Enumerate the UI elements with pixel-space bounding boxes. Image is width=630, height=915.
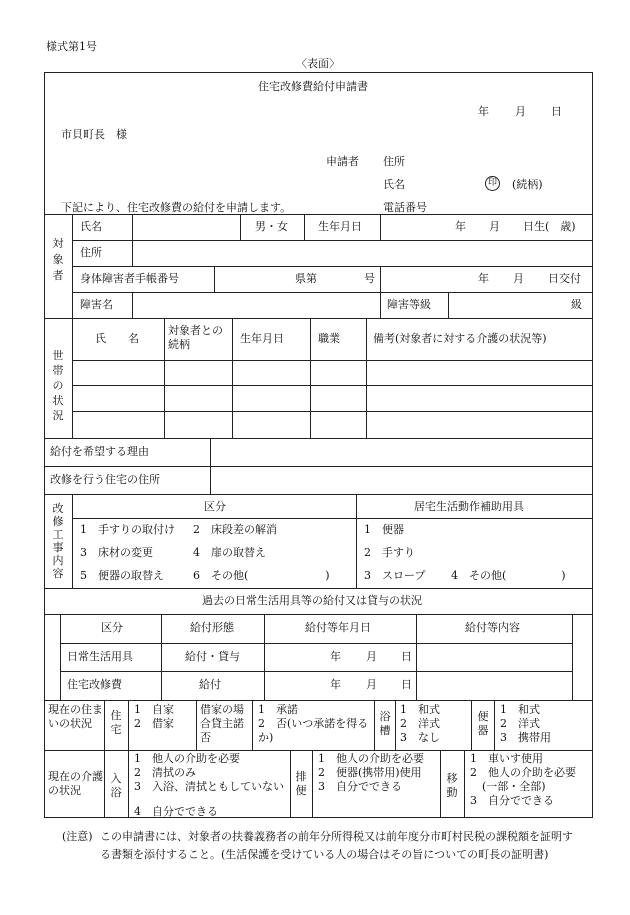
past-row2-day: 日 [401, 678, 412, 691]
subject-address-label: 住所 [80, 246, 102, 259]
work-col-category: 区分 [204, 500, 226, 513]
number-label: 号 [364, 272, 375, 285]
subject-name-label: 氏名 [80, 220, 102, 233]
past-col-category: 区分 [101, 621, 123, 634]
work-item-2: 2 床段差の解消 [193, 523, 277, 536]
applicant-name-label: 氏名 [383, 178, 405, 191]
note-text: この申請書には、対象者の扶養義務者の前年分所得税又は前年度分市町村民税の課税額を証明する書類を添付すること。(生活保護を受けている人の場合はその旨についての町長の証明書) [100, 830, 573, 861]
issue-day: 日交付 [548, 272, 581, 285]
col-remarks: 備考(対象者に対する介護の状況等) [373, 332, 547, 345]
excretion-option-1: 1 他人の介助を必要 [318, 752, 424, 765]
past-row1-form: 給付・貸与 [185, 650, 240, 663]
aid-item-4: 4 その他( ) [451, 569, 566, 582]
toilet-option-3: 3 携帯用 [500, 731, 551, 744]
excretion-option-2: 2 便器(携帯用)使用 [318, 766, 422, 779]
house-option-1: 1 自家 [134, 703, 174, 716]
consent-option-2: 2 否(いつ承諾を得るか) [258, 717, 369, 744]
note-label: (注意) [62, 830, 93, 843]
date-day: 日 [551, 105, 562, 118]
past-row2-year: 年 [330, 678, 341, 691]
mobility-label: 移動 [446, 772, 458, 799]
work-side-label: 改修工事内容 [52, 502, 64, 580]
bathtub-label: 浴槽 [379, 710, 391, 737]
form-number: 様式第1号 [46, 40, 97, 53]
mobility-option-2: 2 他人の介助を必要 [470, 766, 576, 779]
landlord-consent-label: 借家の場合貸主諾否 [200, 703, 244, 744]
form-title: 住宅改修費給付申請書 [258, 80, 368, 93]
consent-option-1: 1 承諾 [258, 703, 298, 716]
past-row2-form: 給付 [199, 678, 221, 691]
house-address-label: 改修を行う住宅の住所 [50, 473, 160, 486]
dob-month: 月 [489, 220, 500, 233]
toilet-label: 便器 [477, 710, 489, 737]
certificate-label: 身体障害者手帳番号 [80, 272, 179, 285]
applicant-address-label: 住所 [383, 155, 405, 168]
issue-month: 月 [513, 272, 524, 285]
bathtub-option-2: 2 洋式 [400, 717, 440, 730]
work-item-5: 5 便器の取替え [80, 569, 164, 582]
col-relation: 対象者との続柄 [168, 324, 223, 351]
disability-grade-label: 障害等級 [387, 298, 431, 311]
household-side-label: 世帯の状況 [52, 349, 64, 422]
work-item-1: 1 手すりの取付け [80, 523, 175, 536]
grade-unit: 級 [571, 298, 582, 311]
work-item-6: 6 その他( ) [193, 569, 330, 582]
mobility-option-1: 1 車いす使用 [470, 752, 543, 765]
excretion-option-3: 3 自分でできる [318, 780, 402, 793]
col-occupation: 職業 [318, 332, 340, 345]
past-col-form: 給付形態 [190, 621, 234, 634]
phone-label: 電話番号 [383, 201, 427, 214]
past-title: 過去の日常生活用具等の給付又は貸与の状況 [202, 594, 422, 607]
house-type-label: 住宅 [110, 709, 122, 736]
applicant-label: 申請者 [326, 155, 359, 168]
prefecture-label: 県第 [295, 272, 317, 285]
past-row1-category: 日常生活用具 [67, 650, 133, 663]
past-row2-category: 住宅改修費 [67, 678, 122, 691]
care-bath-option-4: 4 自分でできる [134, 805, 218, 818]
care-bath-option-1: 1 他人の介助を必要 [134, 752, 240, 765]
col-dob: 生年月日 [240, 332, 284, 345]
aid-item-2: 2 手すり [364, 546, 415, 559]
care-bath-label: 入浴 [110, 772, 122, 799]
work-item-4: 4 扉の取替え [193, 546, 266, 559]
past-row1-year: 年 [330, 650, 341, 663]
gender-label: 男・女 [255, 220, 288, 233]
addressee: 市貝町長 様 [61, 128, 127, 141]
past-row1-month: 月 [366, 650, 377, 663]
bathtub-option-3: 3 なし [400, 731, 440, 744]
mobility-option-2-detail: (一部・全部) [482, 780, 546, 793]
disability-name-label: 障害名 [80, 298, 113, 311]
subject-side-label: 対象者 [52, 237, 64, 282]
excretion-label: 排便 [295, 770, 307, 797]
past-col-content: 給付等内容 [465, 621, 520, 634]
mobility-option-3: 3 自分でできる [470, 794, 554, 807]
col-household-name: 氏 名 [95, 332, 139, 345]
relation-label: (続柄) [512, 178, 543, 191]
intro-text: 下記により、住宅改修費の給付を申請します。 [61, 201, 292, 214]
care-bath-option-2: 2 清拭のみ [134, 766, 196, 779]
dob-year: 年 [455, 220, 466, 233]
issue-year: 年 [478, 272, 489, 285]
dob-label: 生年月日 [318, 220, 362, 233]
date-month: 月 [515, 105, 526, 118]
toilet-option-2: 2 洋式 [500, 717, 540, 730]
care-bath-option-3: 3 入浴、清拭ともしていない [134, 780, 284, 793]
dob-day-age: 日生( 歳) [523, 220, 576, 233]
aid-item-1: 1 便器 [364, 523, 404, 536]
past-row2-month: 月 [366, 678, 377, 691]
date-year: 年 [478, 105, 489, 118]
aid-item-3: 3 スロープ [364, 569, 426, 582]
seal-mark [485, 175, 500, 191]
reason-label: 給付を希望する理由 [50, 445, 149, 458]
work-item-3: 3 床材の変更 [80, 546, 153, 559]
work-col-aids: 居宅生活動作補助用具 [414, 500, 524, 513]
bathtub-option-1: 1 和式 [400, 703, 440, 716]
past-row1-day: 日 [401, 650, 412, 663]
house-option-2: 2 借家 [134, 717, 174, 730]
care-label: 現在の介護の状況 [48, 770, 103, 797]
past-col-date: 給付等年月日 [305, 621, 371, 634]
side-label: 〈表面〉 [296, 57, 340, 70]
seal-icon: 印 [485, 176, 500, 191]
toilet-option-1: 1 和式 [500, 703, 540, 716]
living-label: 現在の住まいの状況 [48, 703, 103, 730]
